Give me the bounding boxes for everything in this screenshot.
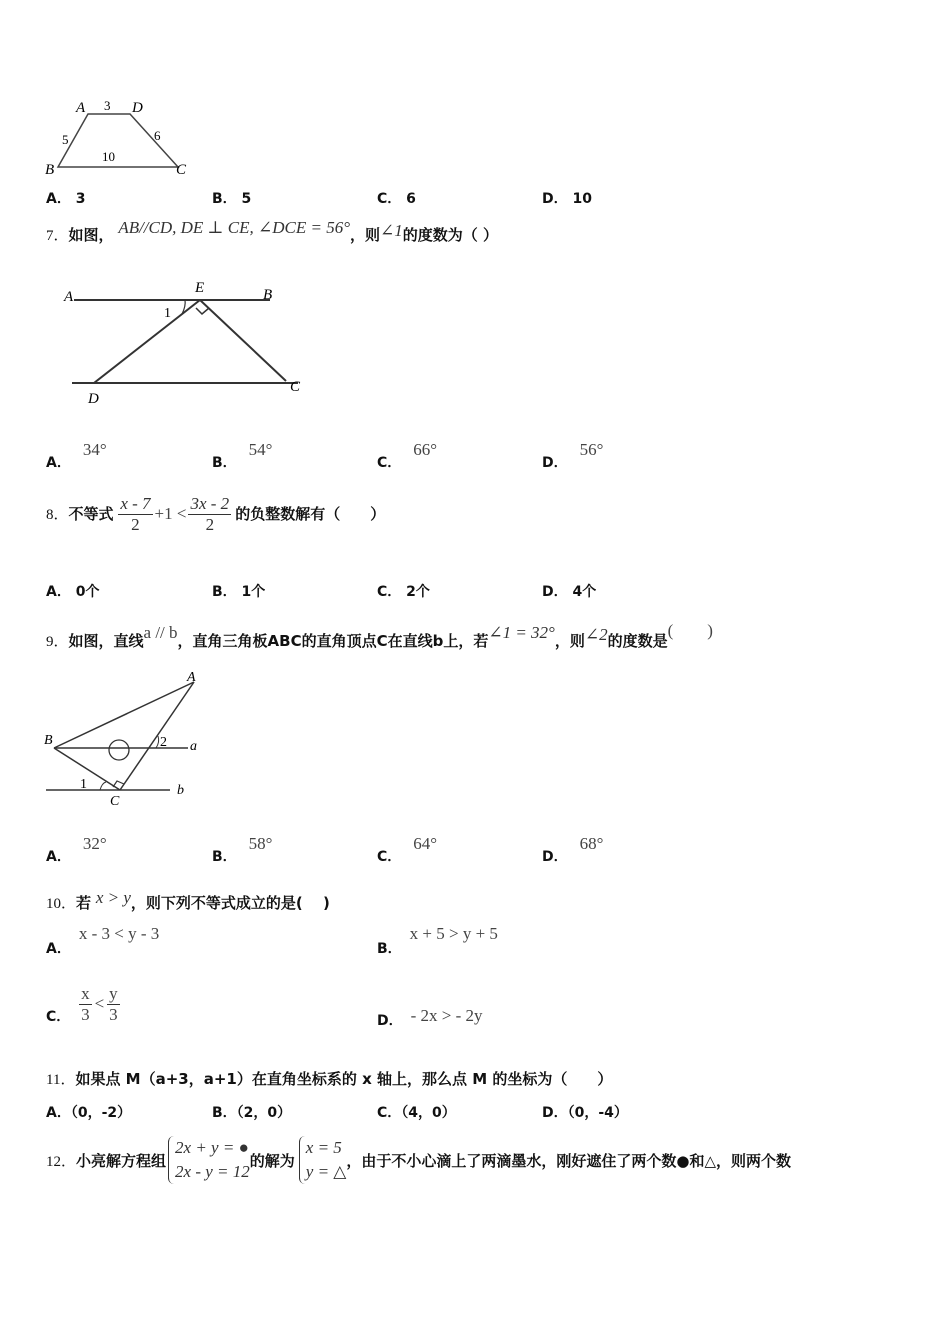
q7-condition: AB//CD, DE ⊥ CE, ∠DCE = 56° [118, 218, 351, 237]
q8-option-c: C． 2个 [377, 584, 430, 600]
q7-option-d: D．56° [542, 440, 604, 471]
q8-fraction-right: $\frac{3x - 2}{2}$ [190, 494, 230, 534]
trapezoid-figure [40, 92, 200, 182]
q10-option-c: C． $\frac{x}{3}$ < $\frac{y}{3}$ [46, 984, 118, 1025]
label-one: 1 [164, 306, 171, 321]
label-top: 3 [104, 98, 111, 113]
q7-stem: 7．如图， AB//CD, DE ⊥ CE, ∠DCE = 56°，则∠1的度数为（ ） [46, 218, 499, 244]
q11-option-a: A．（0，-2） [46, 1105, 132, 1121]
q12-solution: x = 5 y = △ [299, 1136, 347, 1184]
label-b: b [177, 783, 184, 798]
label-bottom: 10 [102, 149, 115, 164]
label-A: A [187, 670, 196, 685]
q9-option-a: A．32° [46, 834, 107, 865]
label-D: D [132, 100, 143, 116]
label-B: B [263, 287, 273, 303]
label-C: C [110, 794, 120, 809]
q10-option-a: A．x - 3 < y - 3 [46, 924, 160, 957]
q11-option-b: B．（2，0） [212, 1105, 292, 1121]
label-E: E [195, 280, 205, 296]
q7-option-c: C．66° [377, 440, 438, 471]
label-A: A [64, 289, 74, 305]
label-B: B [44, 733, 53, 748]
q9-stem: 9．如图，直线a // b，直角三角板ABC的直角顶点C在直线b上，若∠1 = 32°，则∠2的度数是( ) [46, 621, 713, 650]
label-B: B [45, 162, 55, 178]
q10-option-b: B．x + 5 > y + 5 [377, 924, 498, 957]
label-A: A [76, 100, 86, 116]
label-right: 6 [154, 128, 161, 143]
label-D: D [88, 391, 99, 407]
q9-option-c: C．64° [377, 834, 438, 865]
q12-system: 2x + y = ● 2x - y = 12 [168, 1136, 250, 1184]
q11-option-d: D．（0，-4） [542, 1105, 628, 1121]
q9-option-b: B．58° [212, 834, 273, 865]
label-C: C [290, 379, 301, 395]
label-one: 1 [80, 777, 87, 792]
label-C: C [176, 162, 187, 178]
q8-option-a: A． 0个 [46, 584, 100, 600]
q11-stem: 11．如果点 M（a+3，a+1）在直角坐标系的 x 轴上，那么点 M 的坐标为（ ） [46, 1070, 613, 1088]
q12-stem: 12． 小亮解方程组 2x + y = ● 2x - y = 12 的解为 x = 5 y = △ ，由于不小心滴上了两滴墨水，刚好遮住了两个数●和△，则两个数 [46, 1136, 791, 1184]
q6-option-d: D． 10 [542, 191, 592, 207]
q7-option-b: B．54° [212, 440, 273, 471]
q6-option-b: B． 5 [212, 191, 252, 207]
label-two: 2 [160, 735, 167, 750]
q11-option-c: C．（4，0） [377, 1105, 456, 1121]
label-a: a [190, 739, 197, 754]
q7-figure [58, 272, 318, 412]
q8-fraction-left: $\frac{x - 7}{2}$ [120, 494, 151, 534]
q10-option-d: D． - 2x > - 2y [377, 1006, 483, 1029]
q6-option-a: A． 3 [46, 191, 86, 207]
q10-stem: 10．若 x > y，则下列不等式成立的是( ) [46, 888, 330, 912]
q9-option-d: D．68° [542, 834, 604, 865]
q8-option-b: B． 1个 [212, 584, 266, 600]
q8-option-d: D． 4个 [542, 584, 597, 600]
q9-figure [40, 666, 220, 811]
label-left: 5 [62, 132, 69, 147]
q6-option-c: C． 6 [377, 191, 416, 207]
q7-option-a: A．34° [46, 440, 107, 471]
q8-stem: 8．不等式 $\frac{x - 7}{2}$ +1 < $\frac{3x - 2}{2}$ 的负整数解有（ ） [46, 494, 386, 534]
